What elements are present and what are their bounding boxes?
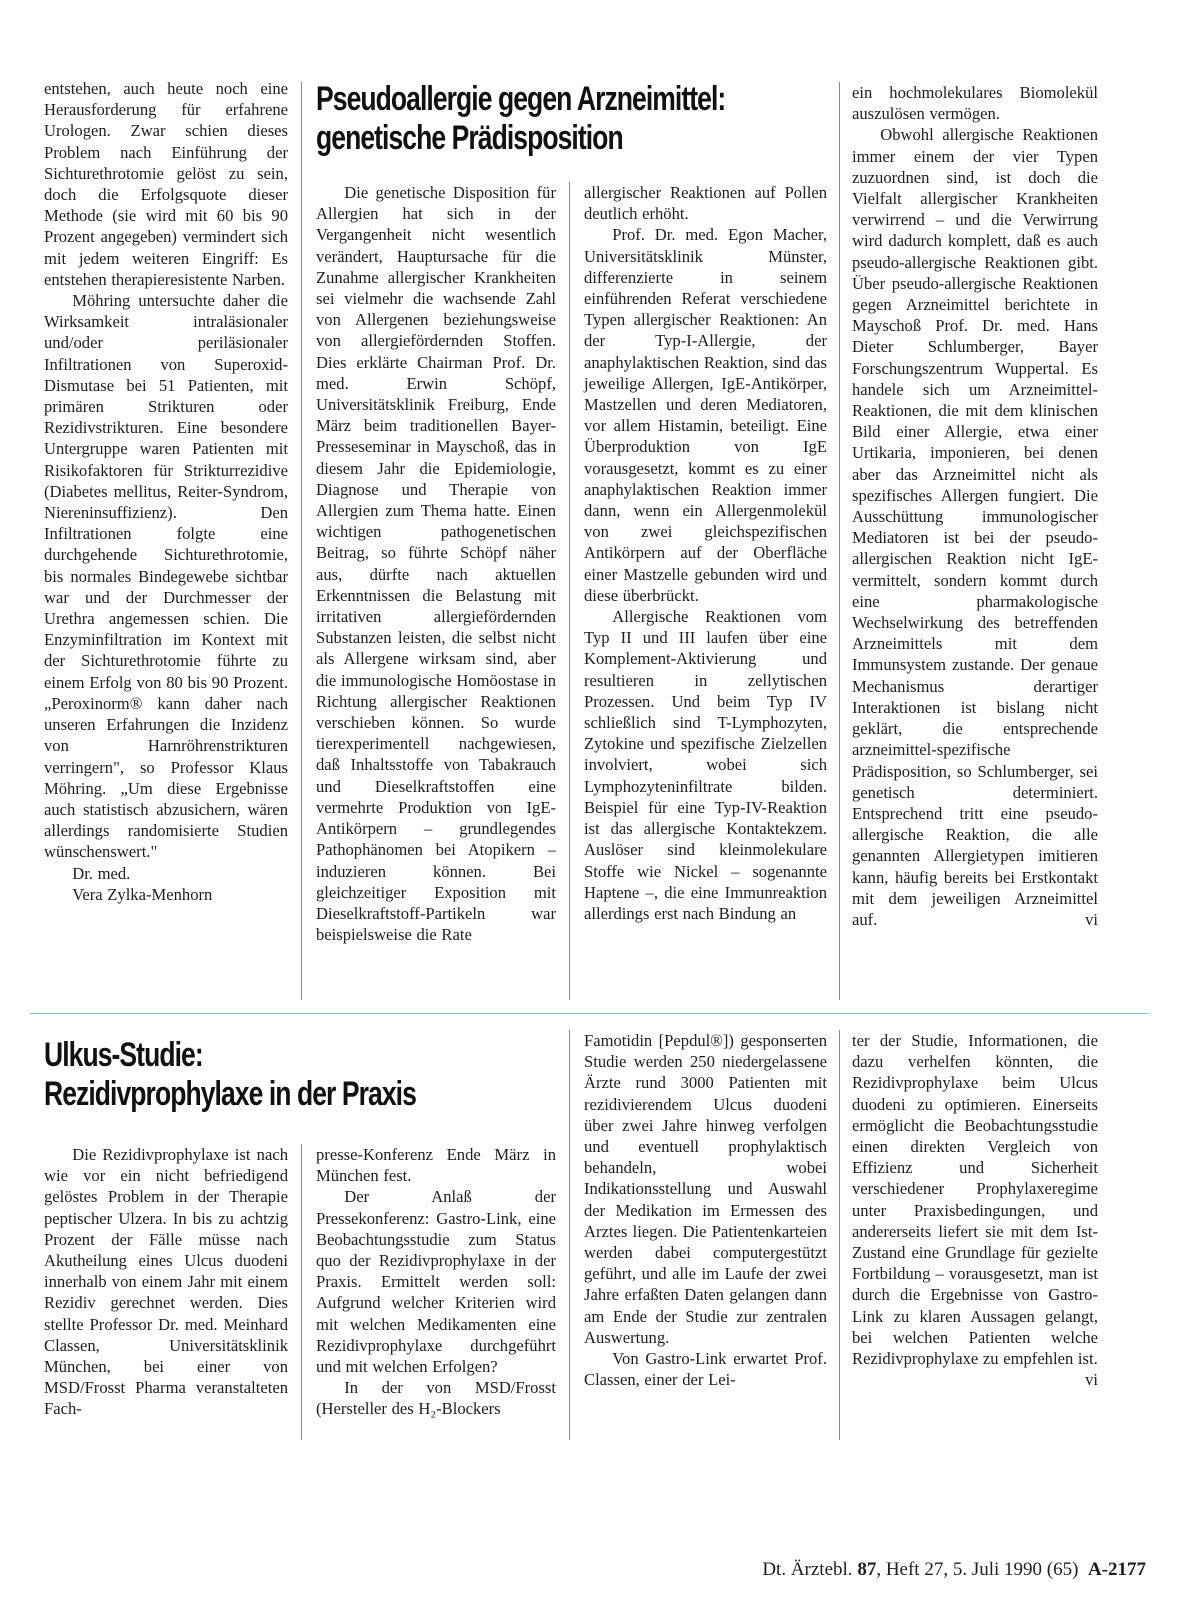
article2-paragraph: ein hochmolekulares Biomolekül auszulösen vermögen. xyxy=(852,83,1098,124)
article3-headline xyxy=(44,1036,416,1114)
article2-headline-line1: Pseudoallergie gegen Arzneimittel: xyxy=(316,80,726,118)
article3-column-2 xyxy=(316,1144,556,1420)
article2-column-2 xyxy=(584,182,827,924)
column-divider xyxy=(301,82,302,1000)
footer-issue-date: , Heft 27, 5. Juli 1990 (65) xyxy=(876,1559,1079,1580)
article3-paragraph: In der von MSD/Frosst (Hersteller des H₂-Blockers xyxy=(316,1378,556,1419)
article2-paragraph: allergischer Reaktionen auf Pollen deutlich erhöht. xyxy=(584,183,827,224)
article2-paragraph: Allergische Reaktionen vom Typ II und III laufen über eine Komplement-Aktivierung und resultieren in zellytischen Prozessen. Und beim Typ IV schließlich sind T-Lymphozyten, Zytokine und spezifische Zielzellen involviert, wobei sich Lymphozyteninfiltrate bilden. Beispiel für eine Typ-IV-Reaktion ist das allergische Kontaktekzem. Auslöser sind kleinmolekulare Stoffe wie Nickel – sogenannte Haptene –, die eine Immunreaktion allerdings erst nach Bindung an xyxy=(584,607,827,923)
article2-paragraph: Die genetische Disposition für Allergien hat sich in der Vergangenheit nicht wesentlich verändert, Hauptursache für die Zunahme allergischer Krankheiten sei vielmehr die wachsende Zahl von Allergenen beziehungsweise von allergiefördernden Stoffen. Dies erklärte Chairman Prof. Dr. med. Erwin Schöpf, Universitätsklinik Freiburg, Ende März beim traditionellen Bayer-Presseseminar in Mayschoß, das in diesem Jahr die Epidemiologie, Diagnose und Therapie von Allergien zum Thema hatte. Einen wichtigen pathogenetischen Beitrag, so führte Schöpf näher aus, dürfte nach aktuellen Erkenntnissen die Belastung mit irritativen allergiefördernden Substanzen leisten, die selbst nicht als Allergene wirksam sind, aber die immunologische Homöostase in Richtung allergischer Reaktionen verschieben können. So wurde tierexperimentell nachgewiesen, daß Inhaltsstoffe von Tabakrauch und Dieselkraftstoffen eine vermehrte Produktion von IgE-Antikörpern – grundlegendes Pathophänomen bei Atopikern – induzieren können. Bei gleichzeitiger Exposition mit Dieselkraftstoff-Partikeln war beispielsweise die Rate xyxy=(316,183,556,945)
article3-column-4 xyxy=(852,1030,1098,1390)
article3-paragraph: Die Rezidivprophylaxe ist nach wie vor ein nicht befriedigend gelöstes Problem in der Therapie peptischer Ulzera. In bis zu achtzig Prozent der Fälle müsse nach Akutheilung eines Ulcus duodeni innerhalb von einem Jahr mit einem Rezidiv gerechnet werden. Dies stellte Professor Dr. med. Meinhard Classen, Universitätsklinik München, bei einer von MSD/Frosst Pharma veranstalteten Fach- xyxy=(44,1145,288,1419)
page-footer xyxy=(762,1558,1146,1582)
article3-paragraph xyxy=(852,1030,1098,1390)
article2-column-3 xyxy=(852,82,1098,930)
article3-column-1 xyxy=(44,1144,288,1420)
article3-author: vi xyxy=(1085,1370,1098,1390)
footer-page-number: A-2177 xyxy=(1087,1559,1146,1580)
column-divider xyxy=(839,82,840,1000)
article2-headline xyxy=(316,80,725,158)
column-divider xyxy=(839,1030,840,1440)
article1-paragraph: Möhring untersuchte daher die Wirksamkeit intraläsionaler und/oder periläsionaler Infiltrationen von Superoxid-Dismutase bei 51 Patienten, mit primären Strikturen oder Rezidivstrikturen. Eine besondere Untergruppe waren Patienten mit Risikofaktoren für Strikturrezidive (Diabetes mellitus, Reiter-Syndrom, Niereninsuffizienz). Den Infiltrationen folgte eine durchgehende Sichturethrotomie, bis normales Bindegewebe sichtbar war und der Durchmesser der Urethra angemessen schien. Die Enzyminfiltration im Kontext mit der Sichturethrotomie führte zu einem Erfolg von 80 bis 90 Prozent. „Peroxinorm® kann daher nach unseren Erfahrungen die Inzidenz von Harnröhrenstrikturen verringern", so Professor Klaus Möhring. „Um diese Ergebnisse auch statistisch abzusichern, wären allerdings randomisierte Studien wünschenswert." xyxy=(44,291,288,862)
article3-paragraph: presse-Konferenz Ende März in München fest. xyxy=(316,1145,556,1186)
article3-paragraph-text: ter der Studie, Informationen, die dazu verhelfen könnten, die Rezidivprophylaxe beim Ulcus duodeni zu optimieren. Einerseits ermöglicht die Beobachtungsstudie einen direkten Vergleich von Effizienz und Sicherheit verschiedener Prophylaxeregime unter Praxisbedingungen, und andererseits liefert sie mit dem Ist-Zustand eine Grundlage für gezielte Fortbildung – vorausgesetzt, man ist durch die Ergebnisse von Gastro-Link zu klaren Aussagen gelangt, bei welchen Patienten welche Rezidivprophylaxe zu empfehlen ist. xyxy=(852,1031,1098,1369)
article2-column-1 xyxy=(316,182,556,945)
article3-paragraph: Von Gastro-Link erwartet Prof. Classen, einer der Lei- xyxy=(584,1349,827,1390)
article2-headline-line2: genetische Prädisposition xyxy=(316,119,623,157)
article2-paragraph xyxy=(852,124,1098,930)
article3-paragraph: Famotidin [Pepdul®]) gesponserten Studie werden 250 niedergelassene Ärzte rund 3000 Patienten mit rezidivierendem Ulcus duodeni über zwei Jahre hinweg verfolgen und eventuell prophylaktisch behandeln, wobei Indikationsstellung und Auswahl der Medikation im Ermessen des Arztes liegen. Die Patientenkarteien werden dabei computergestützt geführt, und alle im Laufe der zwei Jahre erfaßten Daten gelangen dann am Ende der Studie zur zentralen Auswertung. xyxy=(584,1031,827,1347)
article1-column xyxy=(44,78,288,905)
article2-author: vi xyxy=(1085,909,1098,929)
footer-journal: Dt. Ärztebl. xyxy=(762,1559,853,1580)
article3-paragraph: Der Anlaß der Pressekonferenz: Gastro-Link, eine Beobachtungsstudie zum Status quo der Rezidivprophylaxe in der Praxis. Ermittelt werden soll: Aufgrund welcher Kriterien wird mit welchen Medikamenten eine Rezidivprophylaxe durchgeführt und mit welchen Erfolgen? xyxy=(316,1187,556,1377)
article1-paragraph: entstehen, auch heute noch eine Herausforderung für erfahrene Urologen. Zwar schien dieses Problem nach Einführung der Sichturethrotomie gelöst zu sein, doch die Erfolgsquote dieser Methode (sie wird mit 60 bis 90 Prozent angegeben) vermindert sich mit jedem weiteren Eingriff: Es entstehen therapieresistente Narben. xyxy=(44,79,288,289)
article3-headline-line2: Rezidivprophylaxe in der Praxis xyxy=(44,1075,416,1113)
section-divider-rule xyxy=(30,1013,1148,1014)
article1-author-title: Dr. med. xyxy=(72,863,131,883)
article2-paragraph: Prof. Dr. med. Egon Macher, Universitätsklinik Münster, differenzierte in seinem einführenden Referat verschiedene Typen allergischer Reaktionen: An der Typ-I-Allergie, der anaphylaktischen Reaktion, sind das jeweilige Allergen, IgE-Antikörper, Mastzellen und deren Mediatoren, vor allem Histamin, beteiligt. Eine Überproduktion von IgE vorausgesetzt, kommt es zu einer anaphylaktischen Reaktion immer dann, wenn ein Allergenmolekül von zwei gleichspezifischen Antikörpern auf der Oberfläche einer Mastzelle gebunden wird und diese überbrückt. xyxy=(584,225,827,605)
article1-author-name: Vera Zylka-Menhorn xyxy=(72,884,213,904)
column-divider xyxy=(301,1144,302,1440)
article2-paragraph-text: Obwohl allergische Reaktionen immer einem der vier Typen zuzuordnen sind, ist doch die Vielfalt allergischer Krankheiten verwirrend – und die Verwirrung wird dadurch komplett, daß es auch pseudo-allergische Reaktionen gibt. Über pseudo-allergische Reaktionen gegen Arzneimittel berichtete in Mayschoß Prof. Dr. med. Hans Dieter Schlumberger, Bayer Forschungszentrum Wuppertal. Es handele sich um Arzneimittel-Reaktionen, die mit dem klinischen Bild einer Allergie, etwa einer Urtikaria, imponieren, bei denen aber das Arzneimittel nicht als spezifisches Allergen fungiert. Die Ausschüttung immunologischer Mediatoren ist bei der pseudo-allergischen Reaktion nicht IgE-vermittelt, sondern kommt durch eine pharmakologische Wechselwirkung des betreffenden Arzneimittels mit dem Immunsystem zustande. Der genaue Mechanismus derartiger Interaktionen ist bislang nicht geklärt, die entsprechende arzneimittel-spezifische Prädisposition, so Schlumberger, sei genetisch determiniert. Entsprechend tritt eine pseudo-allergische Reaktion, die alle genannten Allergietypen imitieren kann, häufig bereits bei Erstkontakt mit dem jeweiligen Arzneimittel auf. xyxy=(852,125,1098,929)
column-divider xyxy=(569,1030,570,1440)
article3-headline-line1: Ulkus-Studie: xyxy=(44,1036,203,1074)
article3-column-3 xyxy=(584,1030,827,1390)
column-divider xyxy=(569,182,570,1000)
footer-volume: 87 xyxy=(857,1559,877,1580)
